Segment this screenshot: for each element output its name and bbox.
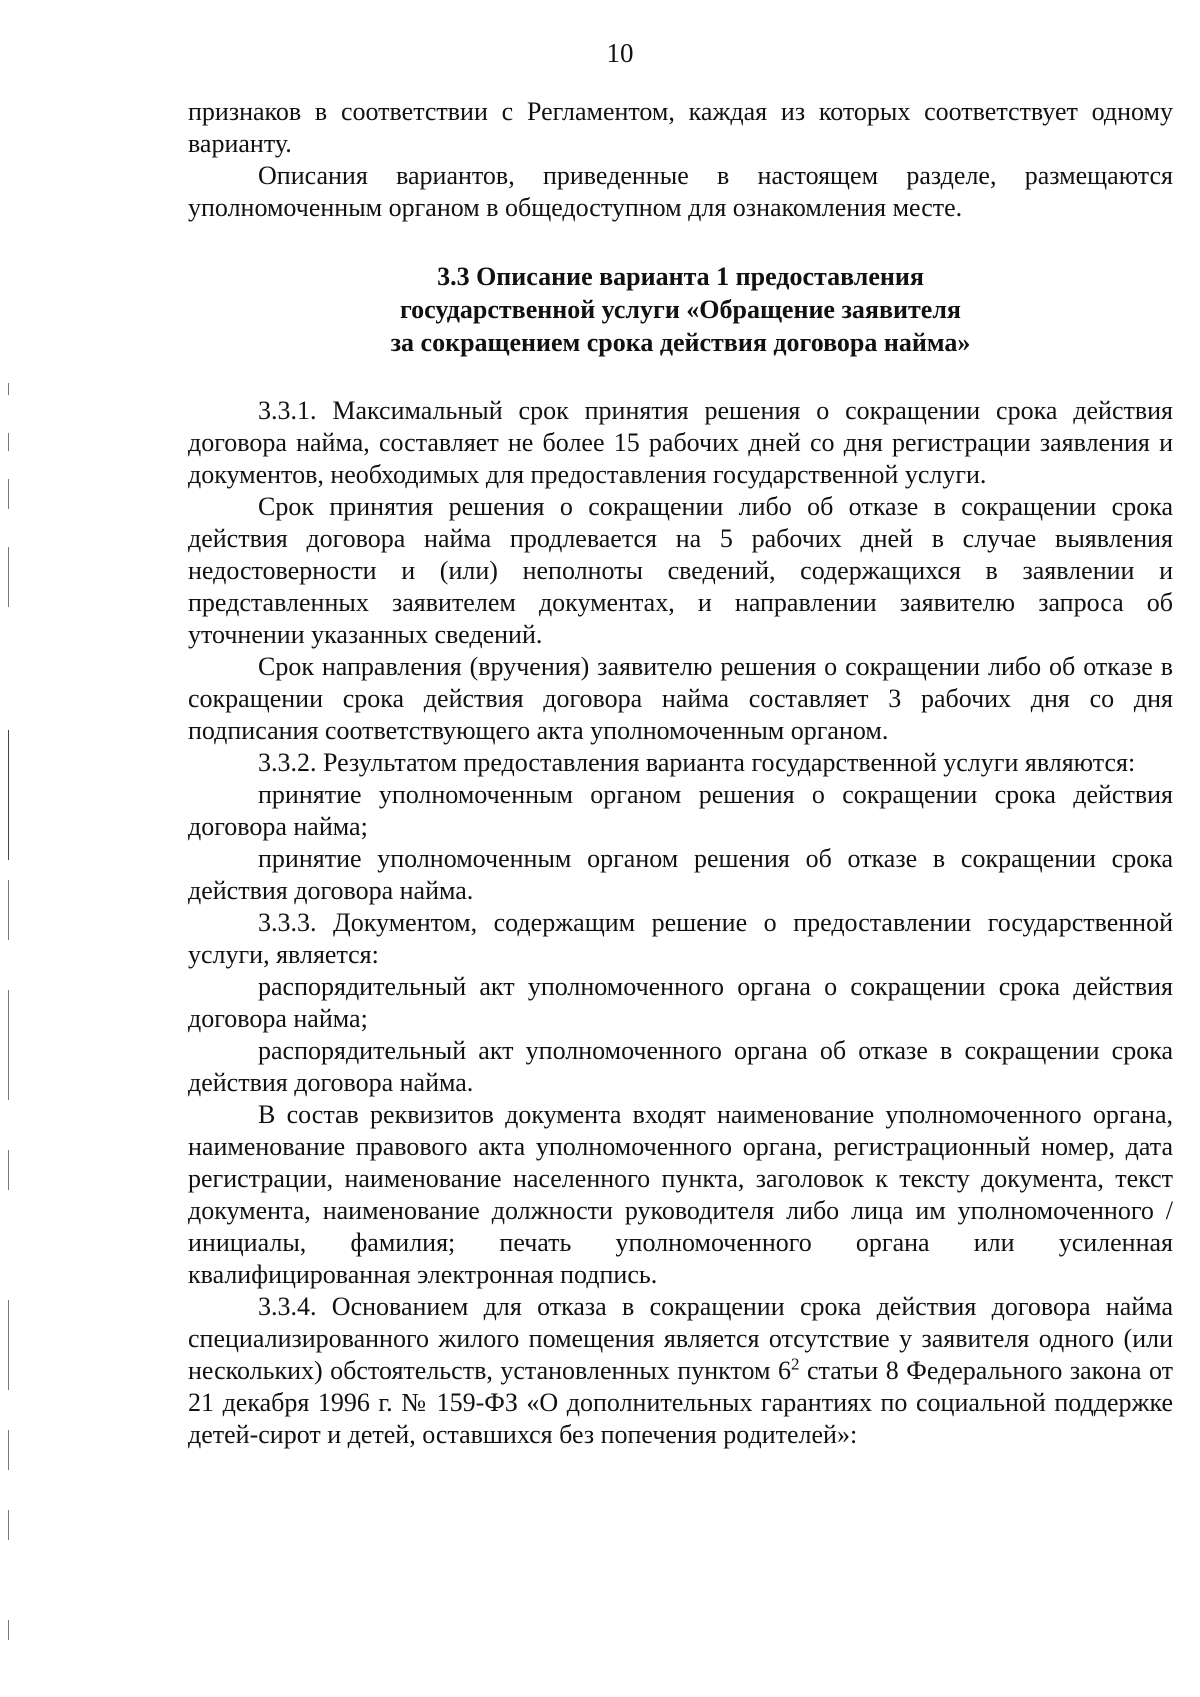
paragraph-variants-description: Описания вариантов, приведенные в настоящем разделе, размещаются уполномоченным органом в общедоступном для ознакомления месте. xyxy=(188,161,1173,222)
clause-3-3-2-result-b: принятие уполномоченным органом решения об отказе в сокращении срока действия договора найма. xyxy=(188,844,1173,905)
clause-3-3-1: 3.3.1. Максимальный срок принятия решения о сокращении срока действия договора найма, составляет не более 15 рабочих дней со дня регистрации заявления и документов, необходимых для предоставления государственной услуги. xyxy=(188,396,1173,489)
clause-3-3-3-document-a: распорядительный акт уполномоченного органа о сокращении срока действия договора найма; xyxy=(188,972,1173,1033)
clause-3-3-2: 3.3.2. Результатом предоставления варианта государственной услуги являются: xyxy=(258,748,1136,777)
page-number: 10 xyxy=(606,38,634,68)
clause-3-3-3-document-b: распорядительный акт уполномоченного органа об отказе в сокращении срока действия договора найма. xyxy=(188,1036,1173,1097)
clause-3-3-4-text-1: 3.3.4. Основанием для отказа в сокращении срока действия договора найма специализированного жилого помещения является отсутствие у заявителя одного (или нескольких) обстоятельств, установленных пунктом 6 xyxy=(188,1292,1173,1385)
heading-line-2: государственной услуги «Обращение заявителя xyxy=(400,295,961,324)
document-body xyxy=(188,96,1173,1451)
scan-edge-marks xyxy=(0,0,20,1697)
clause-3-3-4-text-2: статьи 8 Федерального закона от 21 декабря 1996 г. № 159-ФЗ «О дополнительных гарантиях по социальной поддержке детей-сирот и детей, оставшихся без попечения родителей»: xyxy=(188,1356,1173,1449)
heading-line-3: за сокращением срока действия договора найма» xyxy=(390,328,971,357)
clause-3-3-4 xyxy=(188,1291,1173,1451)
clause-3-3-1-extension: Срок принятия решения о сокращении либо об отказе в сокращении срока действия договора найма продлевается на 5 рабочих дней в случае выявления недостоверности и (или) неполноты сведений, содержащихся в заявлении и представленных заявителем документах, и направлении заявителю запроса об уточнении указанных сведений. xyxy=(188,492,1173,649)
paragraph-continuation: признаков в соответствии с Регламентом, каждая из которых соответствует одному варианту. xyxy=(188,97,1173,158)
heading-line-1: 3.3 Описание варианта 1 предоставления xyxy=(437,262,924,291)
clause-3-3-3: 3.3.3. Документом, содержащим решение о предоставлении государственной услуги, является: xyxy=(188,908,1173,969)
clause-3-3-4-superscript: 2 xyxy=(790,1354,800,1374)
clause-3-3-2-result-a: принятие уполномоченным органом решения о сокращении срока действия договора найма; xyxy=(188,780,1173,841)
clause-3-3-3-requisites: В состав реквизитов документа входят наименование уполномоченного органа, наименование правового акта уполномоченного органа, регистрационный номер, дата регистрации, наименование населенного пункта, заголовок к тексту документа, текст документа, наименование должности руководителя либо лица им уполномоченного / инициалы, фамилия; печать уполномоченного органа или усиленная квалифицированная электронная подпись. xyxy=(188,1100,1173,1289)
clause-3-3-1-delivery: Срок направления (вручения) заявителю решения о сокращении либо об отказе в сокращении срока действия договора найма составляет 3 рабочих дня со дня подписания соответствующего акта уполномоченным органом. xyxy=(188,652,1173,745)
section-heading xyxy=(188,260,1173,359)
